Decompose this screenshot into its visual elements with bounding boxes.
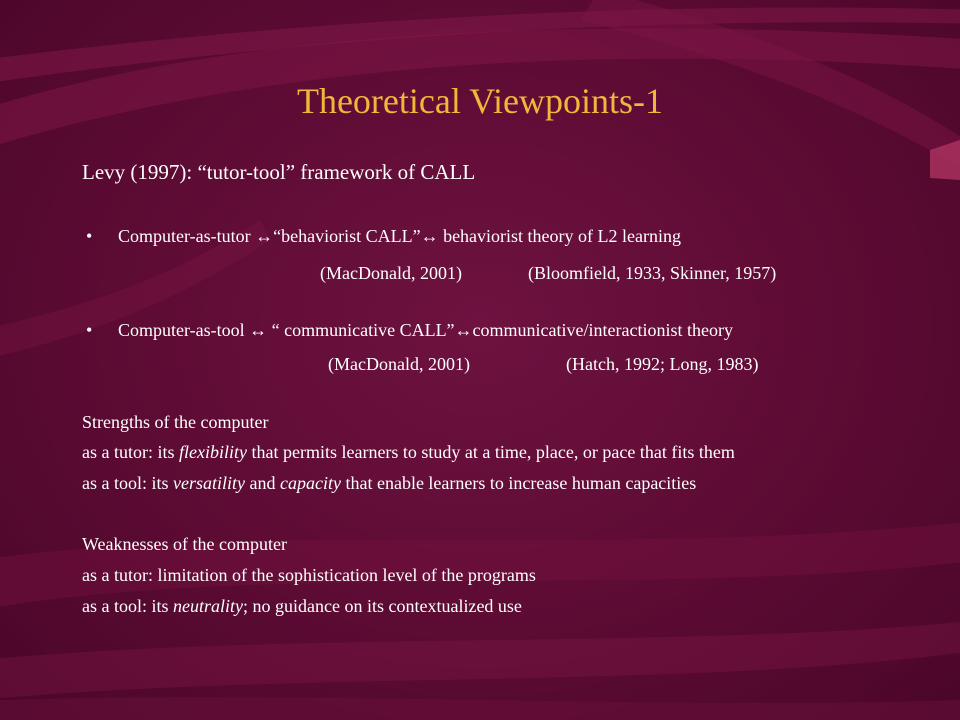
strengths-tutor-b: that permits learners to study at a time, place, or pace that fits them [246, 442, 735, 462]
bullet-tool-text: Computer-as-tool ↔ “ communicative CALL”↔communicative/interactionist theory [118, 320, 733, 340]
strengths-heading: Strengths of the computer [82, 412, 269, 432]
bullet-marker: • [86, 320, 93, 340]
strengths-tutor-line [82, 442, 735, 463]
bullet-tool-citation-right: (Hatch, 1992; Long, 1983) [566, 354, 759, 374]
strengths-tool-em2: capacity [279, 473, 341, 493]
weaknesses-tool-em: neutrality [173, 596, 243, 616]
strengths-tutor-em: flexibility [179, 442, 247, 462]
weaknesses-heading: Weaknesses of the computer [82, 534, 287, 554]
bullet-tutor-text: Computer-as-tutor ↔“behaviorist CALL”↔ behaviorist theory of L2 learning [118, 226, 681, 246]
slide-title: Theoretical Viewpoints-1 [296, 81, 664, 121]
slide-subtitle: Levy (1997): “tutor-tool” framework of CALL [82, 160, 476, 184]
weaknesses-tool-a: as a tool: its [82, 596, 173, 616]
bullet-tool-citation-left: (MacDonald, 2001) [328, 354, 470, 374]
strengths-tutor-a: as a tutor: its [82, 442, 179, 462]
strengths-tool-em1: versatility [173, 473, 245, 493]
strengths-tool-b: that enable learners to increase human capacities [340, 473, 697, 493]
bullet-marker: • [86, 226, 93, 246]
strengths-tool-mid: and [244, 473, 280, 493]
weaknesses-tutor-line: as a tutor: limitation of the sophistication level of the programs [82, 565, 536, 585]
weaknesses-tool-b: ; no guidance on its contextualized use [243, 596, 522, 616]
bullet-tutor-citation-right: (Bloomfield, 1933, Skinner, 1957) [528, 263, 777, 283]
bullet-tutor-citation-left: (MacDonald, 2001) [320, 263, 462, 283]
strengths-tool-line [82, 473, 696, 494]
strengths-tool-a: as a tool: its [82, 473, 173, 493]
weaknesses-tool-line [82, 596, 522, 617]
